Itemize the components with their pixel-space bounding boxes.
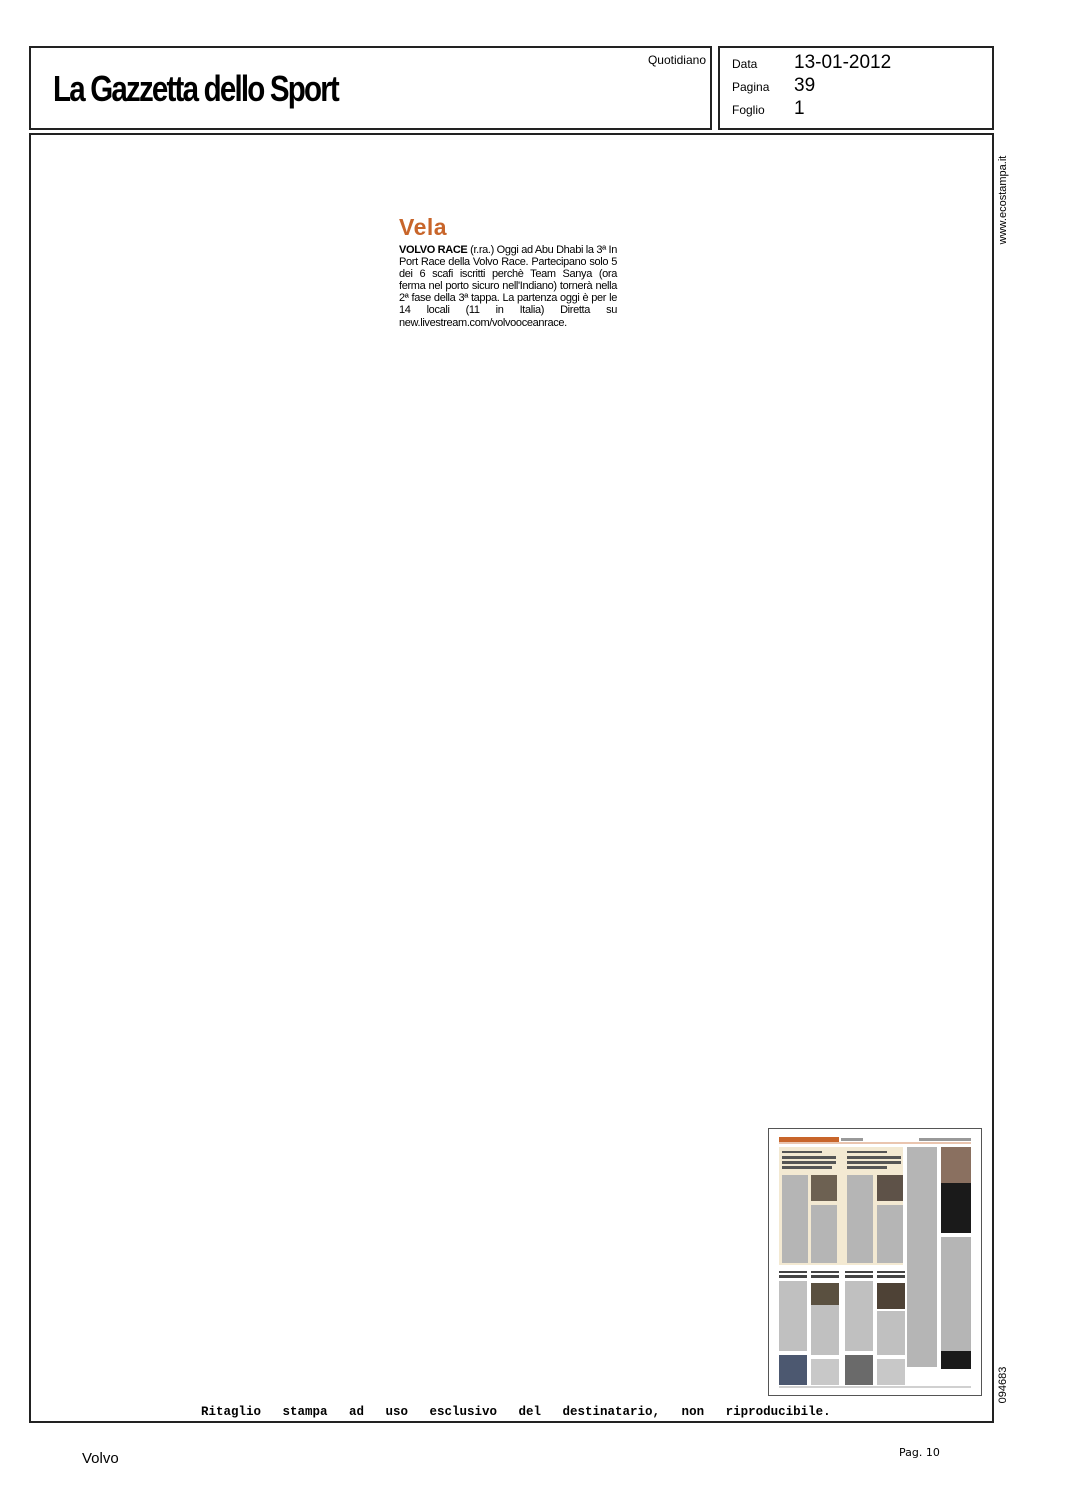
- page-row: [732, 75, 815, 97]
- masthead: [29, 46, 712, 130]
- sheet-value: 1: [794, 98, 805, 119]
- date-label: Data: [732, 57, 758, 71]
- page-value: 39: [794, 75, 816, 96]
- clipping-keyword: Volvo: [82, 1450, 119, 1467]
- page-thumbnail: [768, 1128, 982, 1396]
- page-label: Pagina: [732, 80, 770, 94]
- page-thumbnail-image: [769, 1129, 981, 1395]
- date-row: [732, 52, 891, 74]
- page-number: Pag. 10: [899, 1446, 940, 1459]
- date-value: 13-01-2012: [794, 52, 892, 73]
- sheet-row: [732, 98, 805, 120]
- side-code: [994, 1362, 1012, 1408]
- article-text: (r.ra.) Oggi ad Abu Dhabi la 3ª In Port Race della Volvo Race. Partecipano solo 5 dei 6 scafi iscritti perchè Team Sanya (ora ferma nel porto sicuro nell'Indiano) tornerà nella 2ª fase della 3ª tappa. La partenza oggi è per le 14 locali (11 in Italia) Diretta su new.livestream.com/volvooceanrace.: [399, 244, 617, 329]
- side-url-text: www.ecostampa.it: [997, 155, 1009, 244]
- article-body: [399, 244, 617, 329]
- sheet-label: Foglio: [732, 103, 765, 117]
- issue-metadata: [718, 46, 994, 130]
- article: [399, 214, 617, 329]
- publication-type: Quotidiano: [647, 53, 706, 67]
- article-lead: VOLVO RACE: [399, 244, 468, 256]
- newspaper-logo: La Gazzetta dello Sport: [53, 68, 338, 109]
- side-url: [994, 147, 1012, 252]
- reproduction-notice: Ritaglio stampa ad uso esclusivo del destinatario, non riproducibile.: [201, 1405, 831, 1419]
- side-code-text: 094683: [997, 1366, 1009, 1404]
- section-title: Vela: [399, 214, 448, 240]
